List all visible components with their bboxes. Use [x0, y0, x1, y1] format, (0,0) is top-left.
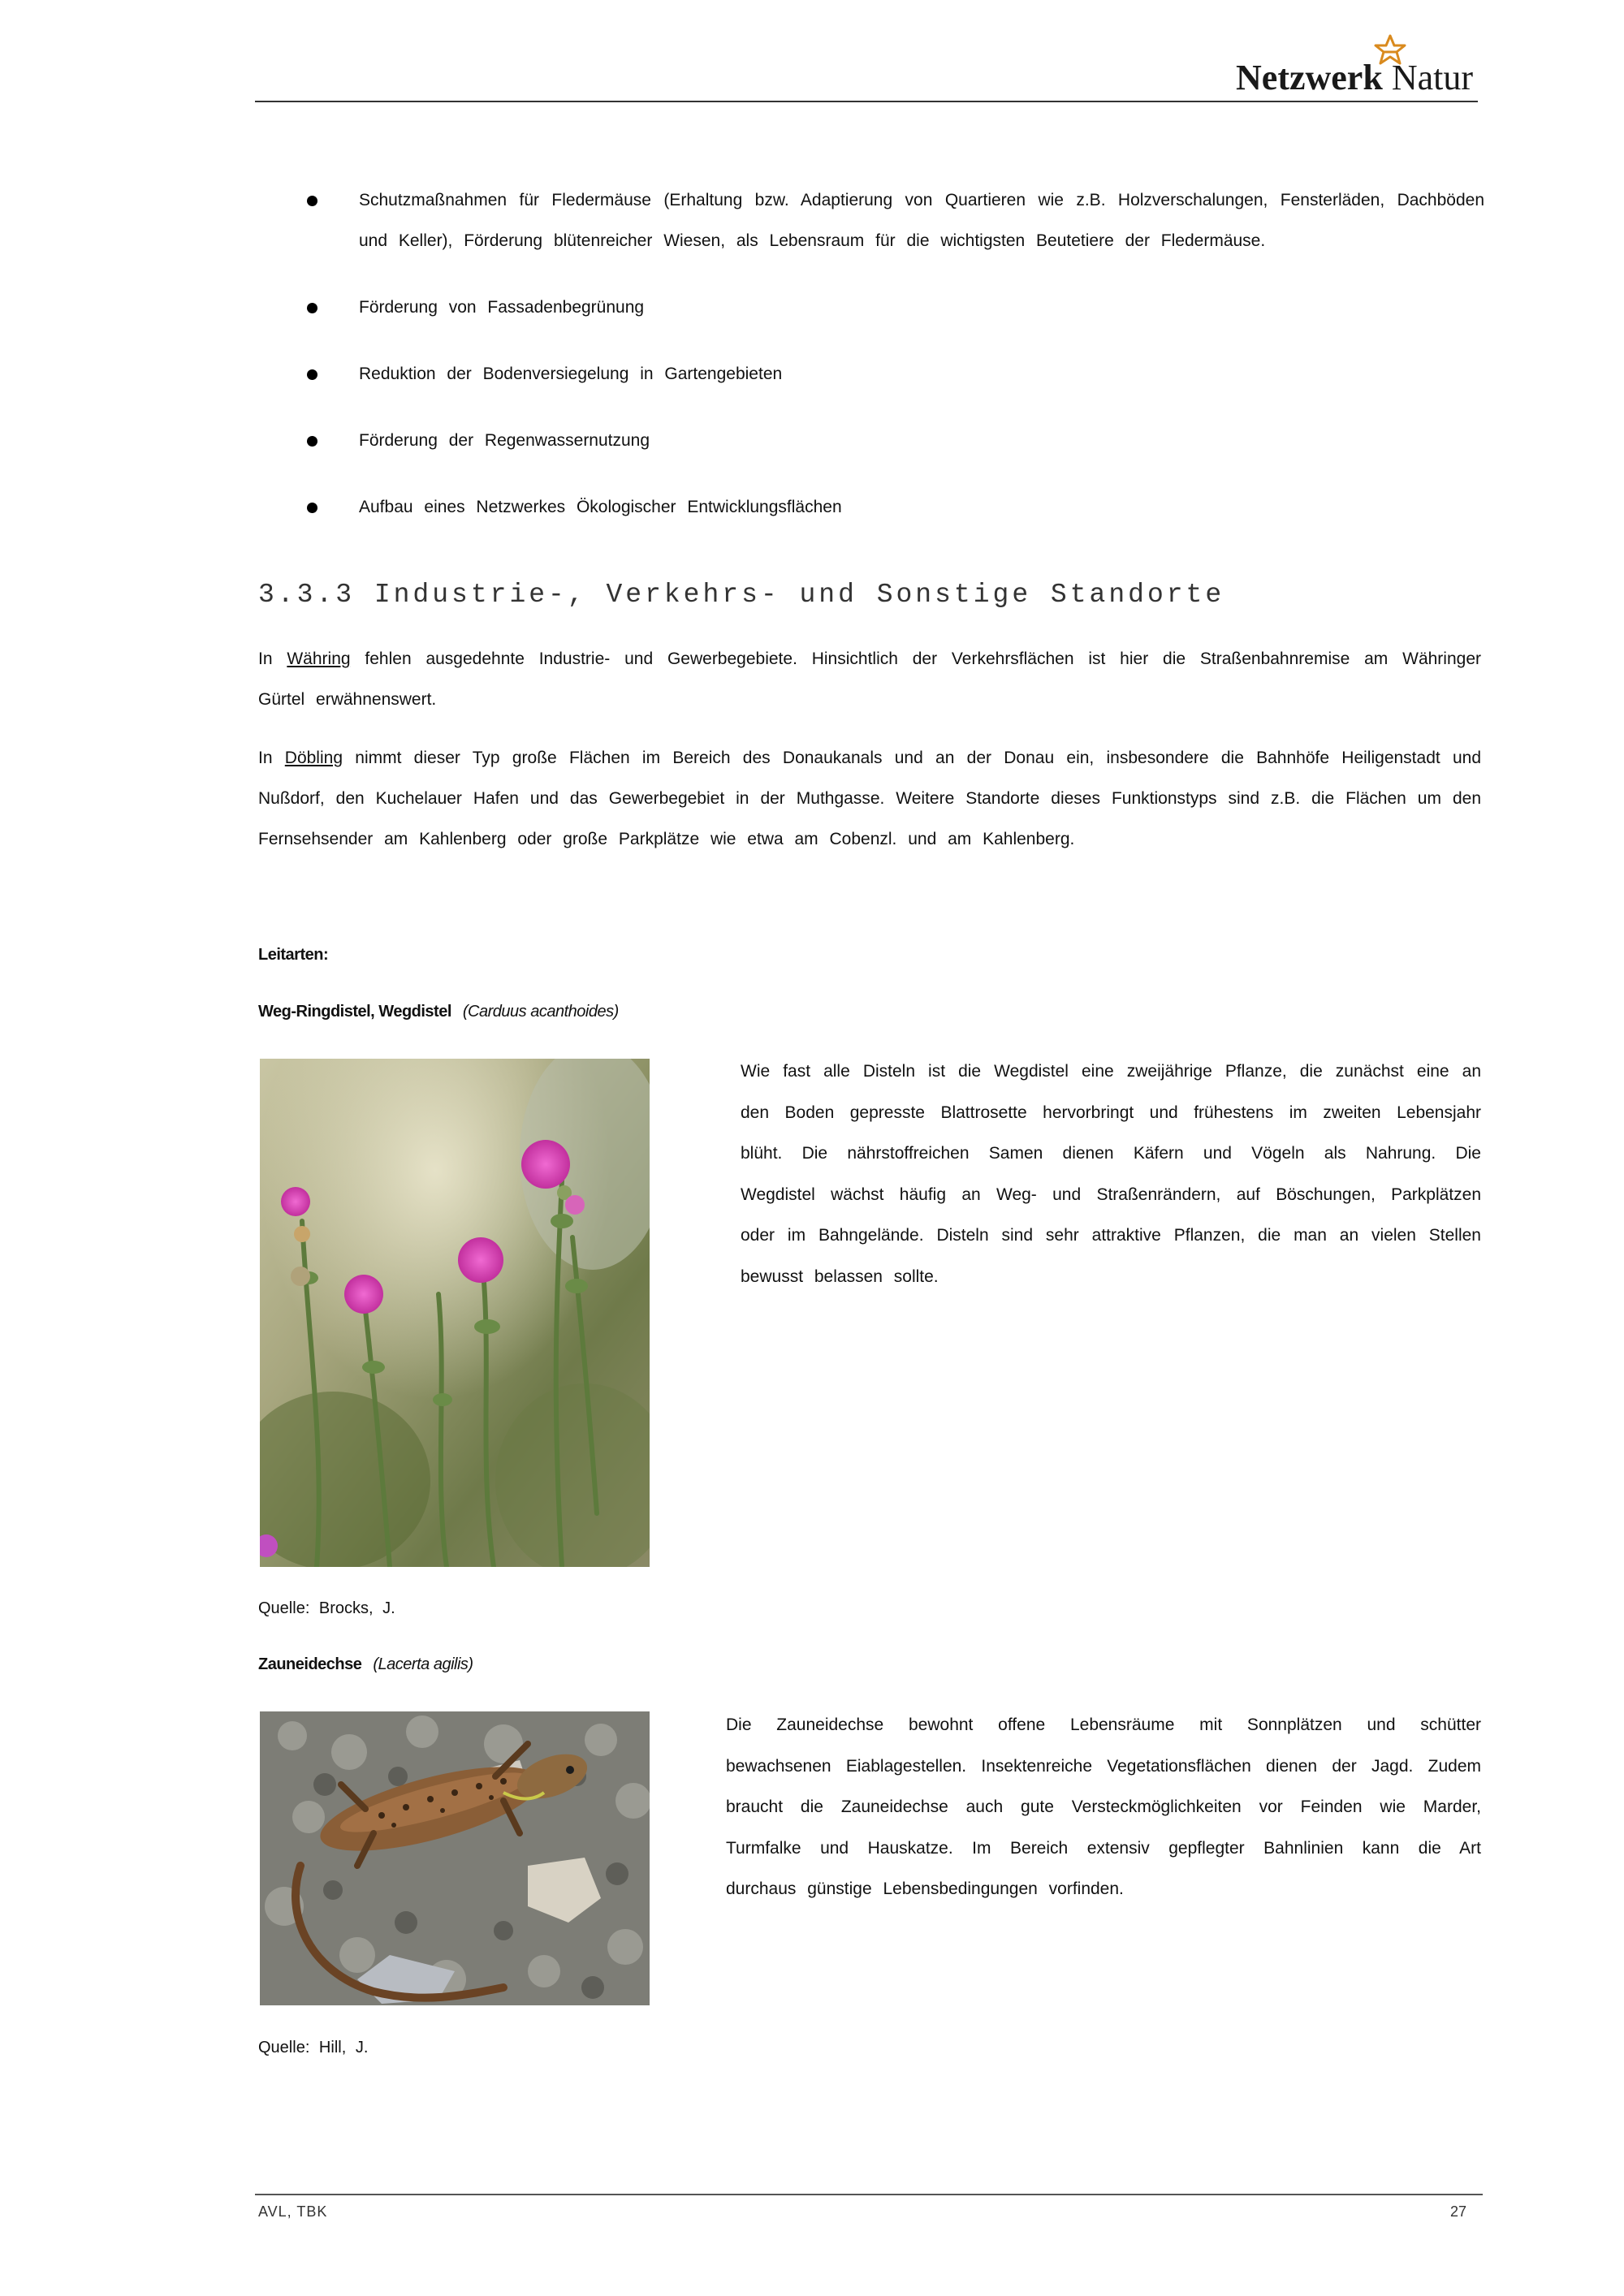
bullet-text: Schutzmaßnahmen für Fledermäuse (Erhaltung bzw. Adaptierung von Quartieren wie z.B. Holzverschalungen, Fensterläden, Dachböden und Keller), Förderung blütenreicher Wiesen, als Lebensraum für die wichtigsten Beutetiere der Fledermäuse.	[359, 191, 1484, 250]
bullet-dot-icon	[307, 196, 317, 206]
paragraph-prefix: In	[258, 749, 273, 767]
place-link-doebling[interactable]: Döbling	[284, 749, 343, 767]
thistle-photo	[260, 1059, 650, 1567]
logo-bold-text: Netzwerk	[1236, 58, 1383, 97]
leitarten-label: Leitarten:	[258, 946, 329, 964]
bullet-text: Förderung der Regenwassernutzung	[359, 431, 650, 450]
bullet-item	[305, 354, 1484, 395]
header-rule	[255, 101, 1478, 102]
lizard-description: Die Zauneidechse bewohnt offene Lebensräume mit Sonnplätzen und schütter bewachsenen Eiablagestellen. Insektenreiche Vegetationsflächen dienen der Jagd. Zudem braucht die Zauneidechse auch gute Versteckmöglichkeiten vor Feinden wie Marder, Turmfalke und Hauskatze. Im Bereich extensiv gepflegter Bahnlinien kann die Art durchaus günstige Lebensbedingungen vorfinden.	[726, 1716, 1481, 1898]
page-number: 27	[1450, 2203, 1467, 2220]
logo-regular-text: Natur	[1391, 58, 1473, 97]
bullet-item	[305, 421, 1484, 461]
bullet-item	[305, 487, 1484, 528]
paragraph-prefix: In	[258, 650, 273, 668]
thistle-photo-source: Quelle: Brocks, J.	[258, 1599, 395, 1617]
paragraph-body: fehlen ausgedehnte Industrie- und Gewerbegebiete. Hinsichtlich der Verkehrsflächen ist hier die Straßenbahnremise am Währinger Gürtel erwähnenswert.	[258, 650, 1482, 709]
species-latin-name: (Lacerta agilis)	[373, 1655, 473, 1673]
paragraph-waehring	[258, 639, 1481, 720]
lizard-photo-source: Quelle: Hill, J.	[258, 2039, 369, 2056]
bullet-text: Aufbau eines Netzwerkes Ökologischer Entwicklungsflächen	[359, 498, 842, 516]
netzwerk-natur-logo	[1236, 57, 1473, 98]
bullet-dot-icon	[307, 503, 317, 513]
bullet-text: Reduktion der Bodenversiegelung in Gartengebieten	[359, 365, 783, 383]
species-title-thistle	[258, 1003, 619, 1021]
bullet-dot-icon	[307, 369, 317, 380]
footer-rule	[255, 2194, 1483, 2195]
section-heading: 3.3.3 Industrie-, Verkehrs- und Sonstige Standorte	[258, 580, 1225, 610]
paragraph-body: nimmt dieser Typ große Flächen im Bereich des Donaukanals und an der Donau ein, insbesondere die Bahnhöfe Heiligenstadt und Nußdorf, den Kuchelauer Hafen und das Gewerbegebiet in der Muthgasse. Weitere Standorte dieses Funktionstyps sind z.B. die Flächen um den Fernsehsender am Kahlenberg oder große Parkplätze wie etwa am Cobenzl. und am Kahlenberg.	[258, 749, 1481, 848]
thistle-description: Wie fast alle Disteln ist die Wegdistel eine zweijährige Pflanze, die zunächst eine an den Boden gepresste Blattrosette hervorbringt und frühestens im zweiten Lebensjahr blüht. Die nährstoffreichen Samen dienen Käfern und Vögeln als Nahrung. Die Wegdistel wächst häufig an Weg- und Straßenrändern, auf Böschungen, Parkplätzen oder im Bahngelände. Disteln sind sehr attraktive Pflanzen, die man an vielen Stellen bewusst belassen sollte.	[741, 1062, 1481, 1286]
bullet-text: Förderung von Fassadenbegrünung	[359, 298, 645, 317]
species-latin-name: (Carduus acanthoides)	[462, 1003, 619, 1021]
footer-author: AVL, TBK	[258, 2203, 328, 2220]
lizard-photo	[260, 1711, 650, 2005]
species-common-name: Weg-Ringdistel, Wegdistel	[258, 1003, 451, 1021]
species-common-name: Zauneidechse	[258, 1655, 362, 1673]
paragraph-doebling	[258, 738, 1481, 860]
species-title-lizard	[258, 1655, 473, 1674]
bullet-item	[305, 287, 1484, 328]
bullet-item	[305, 180, 1484, 261]
bullet-dot-icon	[307, 436, 317, 447]
measures-bullet-list	[305, 180, 1484, 554]
place-link-waehring[interactable]: Währing	[287, 650, 351, 668]
bullet-dot-icon	[307, 303, 317, 313]
